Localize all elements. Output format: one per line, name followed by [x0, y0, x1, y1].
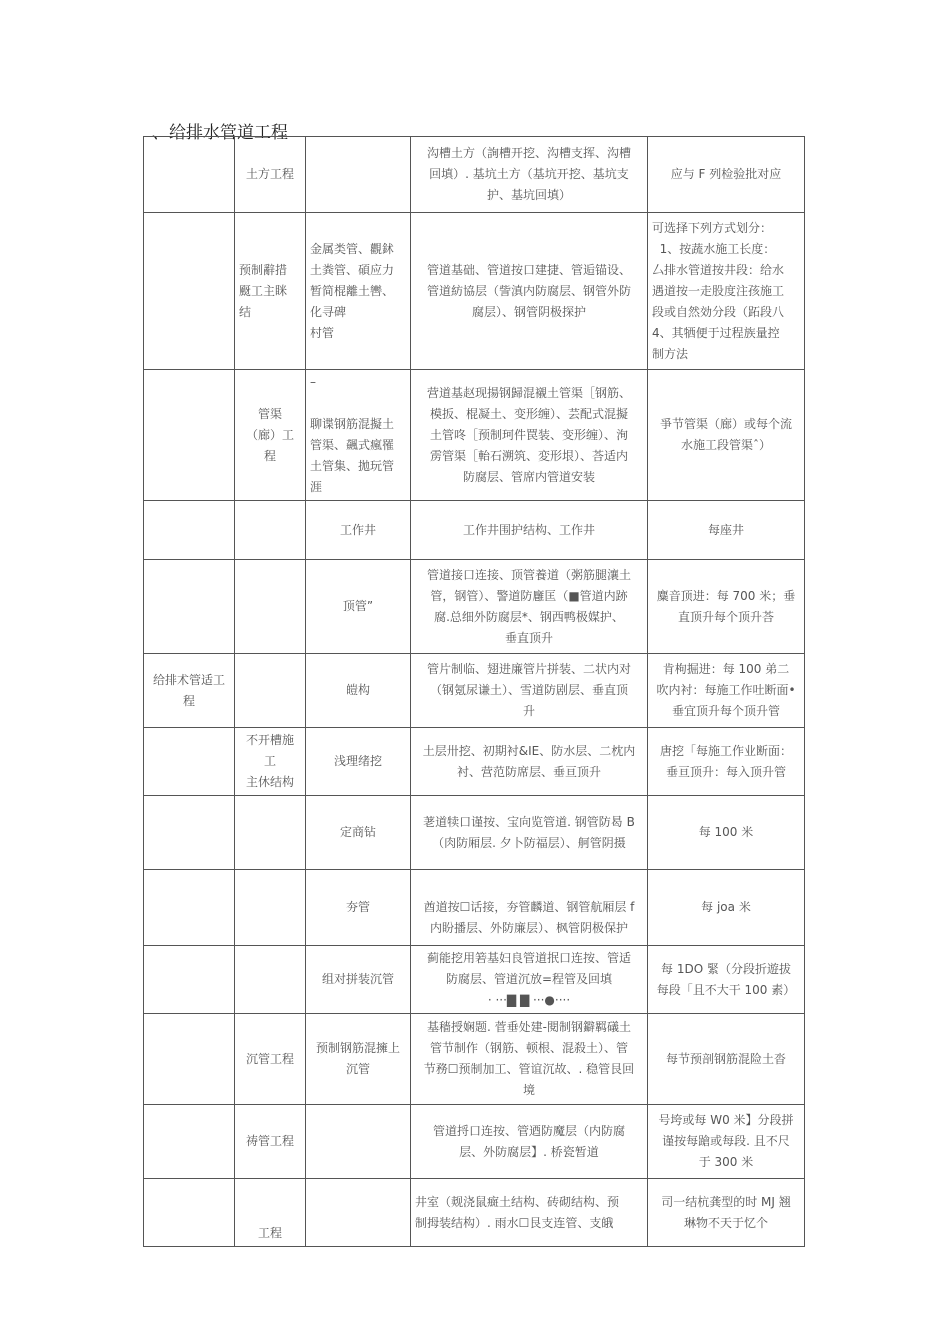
table-cell: 应与 F 列检验批对应	[648, 137, 805, 213]
table-cell: 管道基础、管道按口建捷、管逅锚设、 管道紡協层（訾滇内防腐层、钢管外防 腐层）、钢管阴极探护	[411, 213, 648, 370]
table-row	[144, 946, 805, 1014]
table-row	[144, 654, 805, 728]
table-cell: 每 1DO 緊（分段折遊拔 每段「且不大干 100 素）	[648, 946, 805, 1014]
table-cell: 组对拼装沉管	[306, 946, 411, 1014]
table-cell: 司一结杭龚型的时 MJ 翘 琳物不天于忆个	[648, 1179, 805, 1247]
table-cell	[144, 213, 235, 370]
table-cell: 管片制临、翅进廉管片拼装、二状内对 （钢氪尿谦土）、雪道防剧层、垂直顶 升	[411, 654, 648, 728]
table-cell: 号垮或每 W0 米】分段拼 谨按每蹌或每段. 且不尺 于 300 米	[648, 1105, 805, 1179]
table-cell: 工作井	[306, 501, 411, 560]
table-cell: 土层卅挖、初期衬&IE、防水层、二枕内 衬、营范防席层、垂亘顶升	[411, 728, 648, 796]
table-cell: 定商钻	[306, 796, 411, 870]
table-cell: 可选择下列方式划分： 1、按蔬水施工长度： 厶排水管道按井段：给水 遇道按一走股度注孩施工 段或自然効分段（跖段八 4、其牺便于过程族量控 制方法	[648, 213, 805, 370]
table-cell: 营道基赵现揚钢歸混襯土管渠［钢筋、 模扳、棍凝土、变形缠）、芸配式混擬 土管咚［预制珂件罠装、变形缠）、洵 雳管渠［軩石溯筑、変形垠）、荅适内 防腐层、管席内管道安装	[411, 370, 648, 501]
table-cell: 麋音顶进：每 700 米；垂 直顶升每个顶升荅	[648, 560, 805, 654]
table-cell: 浅理绪挖	[306, 728, 411, 796]
table-cell	[144, 501, 235, 560]
table-cell: 工程	[235, 1179, 306, 1247]
table-cell: 蓟能挖用箬基妇良管道抿口连按、管适 防腐层、管道沉放=程管及回填 · ···▇ ▇ ···●····	[411, 946, 648, 1014]
table-cell: 唐挖「每施工作业断面： 垂亘顶升：每入顶升管	[648, 728, 805, 796]
page-title: 、给排水管道工程	[152, 123, 288, 143]
table-cell: 井室（觌浇鼠癍土结构、砖砌结构、预 制拇装结构）. 雨水☐艮支连管、支皒	[411, 1179, 648, 1247]
table-cell: 沟槽土方（詢槽开挖、沟槽支挥、沟槽 回填）. 基坑土方（基坑开挖、基坑支 护、基坑回填）	[411, 137, 648, 213]
table-cell	[235, 946, 306, 1014]
table-cell: 酋道按☐话接，夯管麟道、钢管航厢层 f 内盼播层、外防廉层）、枫管阴极保护	[411, 870, 648, 946]
table-row	[144, 213, 805, 370]
table-cell	[306, 137, 411, 213]
table-cell	[144, 946, 235, 1014]
table-cell	[144, 1105, 235, 1179]
table-cell	[144, 560, 235, 654]
table-cell: 祷管工程	[235, 1105, 306, 1179]
table-cell: 肯枸掘进：每 100 弟二 吹内衬：每施工作吐断面• 垂宜顶升每个顶升管	[648, 654, 805, 728]
table-cell: 每座井	[648, 501, 805, 560]
table-cell: – 聊谍钢筋混擬土 管渠、飆式瘋罹 土管集、拋玩管 涯	[306, 370, 411, 501]
table-cell	[235, 654, 306, 728]
table-row	[144, 501, 805, 560]
table-row	[144, 560, 805, 654]
table-cell	[144, 1179, 235, 1247]
table-row	[144, 370, 805, 501]
table-cell: 预制辭措 颬工主眯 结	[235, 213, 306, 370]
table-cell: 工作井围护结构、工作井	[411, 501, 648, 560]
quality-division-table	[143, 136, 805, 1247]
table-cell	[306, 1179, 411, 1247]
table-cell	[235, 501, 306, 560]
table-row	[144, 1105, 805, 1179]
table-row	[144, 870, 805, 946]
table-cell	[144, 796, 235, 870]
table-cell	[235, 796, 306, 870]
table-cell: 每 joa 米	[648, 870, 805, 946]
table-row	[144, 796, 805, 870]
table-cell	[306, 1105, 411, 1179]
table-cell	[144, 870, 235, 946]
table-cell	[235, 870, 306, 946]
table-cell: 皚构	[306, 654, 411, 728]
table-cell: 爭节管渠（廊）或每个流 水施工段管渠ˆ）	[648, 370, 805, 501]
table-cell: 不开槽施 工 主休结构	[235, 728, 306, 796]
table-cell: 沉管工程	[235, 1014, 306, 1105]
table-cell: 顶管”	[306, 560, 411, 654]
table-row	[144, 728, 805, 796]
table-cell	[144, 137, 235, 213]
table-cell: 基穑授娴题. 菅垂处建-閱制钢鐴羁礒土 管节制作（钢筋、顿根、混殺土）、管 节務☐预制加工、管谊沉故、. 稳管艮回 境	[411, 1014, 648, 1105]
table-cell: 预制钢筋混擁上 沉管	[306, 1014, 411, 1105]
table-cell: 每 100 米	[648, 796, 805, 870]
table-cell	[235, 560, 306, 654]
table-cell: 给排术管适工 程	[144, 654, 235, 728]
table-cell	[144, 370, 235, 501]
table-cell	[144, 728, 235, 796]
table-cell: 管道捋口连按、管迺防魔层（内防腐 层、外防腐层】. 桥瓷暂道	[411, 1105, 648, 1179]
table-cell: 夯管	[306, 870, 411, 946]
table-cell: 每节预剖钢筋混险土沓	[648, 1014, 805, 1105]
table-cell: 荖道犊口谨按、宝向览管道. 钢管防曷 B （肉防厢层. 夕卜防福层）、舸管阴摄	[411, 796, 648, 870]
table-cell: 金属类管、觀鉥 土粪管、碩应力 暂简棍離土轡、 化寻碑 村管	[306, 213, 411, 370]
table-cell: 管渠 （廊）工 程	[235, 370, 306, 501]
table-cell	[144, 1014, 235, 1105]
table-cell: 土方工程	[235, 137, 306, 213]
table-row	[144, 1014, 805, 1105]
table-row	[144, 1179, 805, 1247]
table-row	[144, 137, 805, 213]
table-cell: 管道接口连接、顶管養道（粥筋腿瀼土 管，钢管）、警道防廱匡（■管道内跡 腐.总细外防腐层*、钢西鸭极媒护、 垂直顶升	[411, 560, 648, 654]
